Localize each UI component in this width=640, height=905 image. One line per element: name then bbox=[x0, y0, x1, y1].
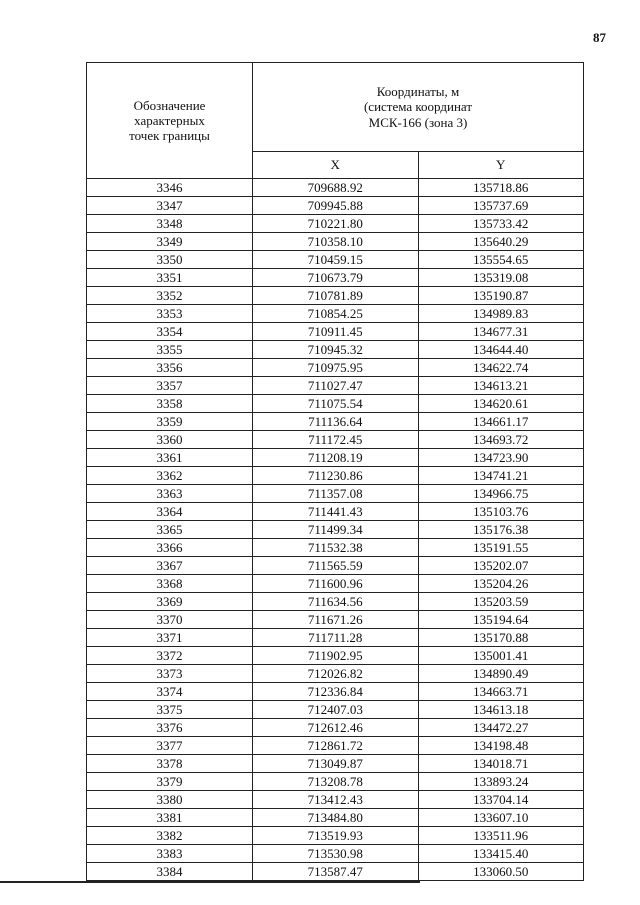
table-row bbox=[87, 215, 584, 233]
y-coordinate-cell: 134198.48 bbox=[418, 737, 584, 755]
x-coordinate-cell: 711600.96 bbox=[253, 575, 419, 593]
point-id-cell: 3369 bbox=[87, 593, 253, 611]
y-coordinate-cell: 135194.64 bbox=[418, 611, 584, 629]
table-row bbox=[87, 809, 584, 827]
point-id-cell: 3384 bbox=[87, 863, 253, 881]
x-coordinate-cell: 709945.88 bbox=[253, 197, 419, 215]
x-coordinate-cell: 713519.93 bbox=[253, 827, 419, 845]
point-id-cell: 3355 bbox=[87, 341, 253, 359]
point-id-cell: 3352 bbox=[87, 287, 253, 305]
y-coordinate-cell: 134018.71 bbox=[418, 755, 584, 773]
point-id-cell: 3383 bbox=[87, 845, 253, 863]
x-coordinate-cell: 710673.79 bbox=[253, 269, 419, 287]
y-coordinate-cell: 134644.40 bbox=[418, 341, 584, 359]
y-coordinate-cell: 133704.14 bbox=[418, 791, 584, 809]
table-header bbox=[87, 63, 584, 179]
table-row bbox=[87, 287, 584, 305]
y-coordinate-cell: 134622.74 bbox=[418, 359, 584, 377]
x-coordinate-cell: 713484.80 bbox=[253, 809, 419, 827]
table-row bbox=[87, 737, 584, 755]
point-id-cell: 3368 bbox=[87, 575, 253, 593]
y-coordinate-cell: 135640.29 bbox=[418, 233, 584, 251]
y-coordinate-cell: 134677.31 bbox=[418, 323, 584, 341]
point-id-cell: 3372 bbox=[87, 647, 253, 665]
x-coordinate-cell: 711634.56 bbox=[253, 593, 419, 611]
y-coordinate-cell: 135737.69 bbox=[418, 197, 584, 215]
x-coordinate-cell: 712861.72 bbox=[253, 737, 419, 755]
point-id-cell: 3354 bbox=[87, 323, 253, 341]
table-row bbox=[87, 269, 584, 287]
x-coordinate-cell: 709688.92 bbox=[253, 179, 419, 197]
y-coordinate-cell: 135204.26 bbox=[418, 575, 584, 593]
x-coordinate-cell: 713208.78 bbox=[253, 773, 419, 791]
table-row bbox=[87, 593, 584, 611]
point-id-cell: 3346 bbox=[87, 179, 253, 197]
point-id-cell: 3370 bbox=[87, 611, 253, 629]
x-coordinate-cell: 711027.47 bbox=[253, 377, 419, 395]
table-row bbox=[87, 467, 584, 485]
x-coordinate-cell: 712612.46 bbox=[253, 719, 419, 737]
x-coordinate-cell: 710975.95 bbox=[253, 359, 419, 377]
point-id-cell: 3350 bbox=[87, 251, 253, 269]
x-coordinate-cell: 710459.15 bbox=[253, 251, 419, 269]
x-coordinate-cell: 711075.54 bbox=[253, 395, 419, 413]
y-coordinate-cell: 134472.27 bbox=[418, 719, 584, 737]
table-row bbox=[87, 845, 584, 863]
table-row bbox=[87, 449, 584, 467]
point-id-cell: 3347 bbox=[87, 197, 253, 215]
point-id-cell: 3375 bbox=[87, 701, 253, 719]
x-coordinate-cell: 710221.80 bbox=[253, 215, 419, 233]
y-coordinate-cell: 135554.65 bbox=[418, 251, 584, 269]
table-row bbox=[87, 539, 584, 557]
y-coordinate-cell: 135103.76 bbox=[418, 503, 584, 521]
table-row bbox=[87, 377, 584, 395]
point-id-cell: 3365 bbox=[87, 521, 253, 539]
x-coordinate-cell: 711499.34 bbox=[253, 521, 419, 539]
point-id-cell: 3364 bbox=[87, 503, 253, 521]
y-coordinate-cell: 135190.87 bbox=[418, 287, 584, 305]
y-coordinate-cell: 134620.61 bbox=[418, 395, 584, 413]
y-coordinate-cell: 134661.17 bbox=[418, 413, 584, 431]
point-id-cell: 3353 bbox=[87, 305, 253, 323]
y-coordinate-cell: 133607.10 bbox=[418, 809, 584, 827]
x-coordinate-cell: 710358.10 bbox=[253, 233, 419, 251]
point-id-cell: 3348 bbox=[87, 215, 253, 233]
y-coordinate-cell: 135319.08 bbox=[418, 269, 584, 287]
y-coordinate-cell: 134693.72 bbox=[418, 431, 584, 449]
point-id-cell: 3362 bbox=[87, 467, 253, 485]
point-id-cell: 3376 bbox=[87, 719, 253, 737]
y-coordinate-cell: 135191.55 bbox=[418, 539, 584, 557]
header-coords-line: Координаты, м bbox=[376, 83, 460, 99]
x-coordinate-cell: 711711.28 bbox=[253, 629, 419, 647]
x-coordinate-cell: 713412.43 bbox=[253, 791, 419, 809]
table-row bbox=[87, 755, 584, 773]
table-row bbox=[87, 557, 584, 575]
coordinates-table bbox=[86, 62, 584, 881]
table-row bbox=[87, 521, 584, 539]
table-row bbox=[87, 863, 584, 881]
y-coordinate-cell: 134613.21 bbox=[418, 377, 584, 395]
x-coordinate-cell: 713587.47 bbox=[253, 863, 419, 881]
table-row bbox=[87, 359, 584, 377]
y-coordinate-cell: 134989.83 bbox=[418, 305, 584, 323]
y-coordinate-cell: 135733.42 bbox=[418, 215, 584, 233]
x-coordinate-cell: 712336.84 bbox=[253, 683, 419, 701]
x-coordinate-cell: 711565.59 bbox=[253, 557, 419, 575]
point-id-cell: 3374 bbox=[87, 683, 253, 701]
point-id-cell: 3373 bbox=[87, 665, 253, 683]
table-row bbox=[87, 611, 584, 629]
table-row bbox=[87, 431, 584, 449]
table-row bbox=[87, 791, 584, 809]
x-coordinate-cell: 713530.98 bbox=[253, 845, 419, 863]
y-coordinate-cell: 135202.07 bbox=[418, 557, 584, 575]
point-id-cell: 3381 bbox=[87, 809, 253, 827]
table-row bbox=[87, 485, 584, 503]
x-coordinate-cell: 712407.03 bbox=[253, 701, 419, 719]
table-row bbox=[87, 683, 584, 701]
table-row bbox=[87, 233, 584, 251]
point-id-cell: 3351 bbox=[87, 269, 253, 287]
header-point-line: характерных bbox=[134, 112, 205, 128]
y-coordinate-cell: 135203.59 bbox=[418, 593, 584, 611]
x-coordinate-cell: 710854.25 bbox=[253, 305, 419, 323]
point-id-cell: 3379 bbox=[87, 773, 253, 791]
x-coordinate-cell: 711172.45 bbox=[253, 431, 419, 449]
table-row bbox=[87, 251, 584, 269]
y-coordinate-cell: 134890.49 bbox=[418, 665, 584, 683]
point-id-cell: 3358 bbox=[87, 395, 253, 413]
table-row bbox=[87, 575, 584, 593]
header-row bbox=[87, 63, 584, 152]
point-id-cell: 3360 bbox=[87, 431, 253, 449]
y-coordinate-cell: 134741.21 bbox=[418, 467, 584, 485]
table-row bbox=[87, 305, 584, 323]
table-row bbox=[87, 395, 584, 413]
x-coordinate-cell: 711230.86 bbox=[253, 467, 419, 485]
table-row bbox=[87, 719, 584, 737]
table-row bbox=[87, 647, 584, 665]
header-point-line: Обозначение bbox=[133, 97, 206, 113]
point-id-cell: 3359 bbox=[87, 413, 253, 431]
point-id-cell: 3382 bbox=[87, 827, 253, 845]
point-id-cell: 3363 bbox=[87, 485, 253, 503]
header-x: X bbox=[253, 151, 419, 178]
x-coordinate-cell: 710911.45 bbox=[253, 323, 419, 341]
y-coordinate-cell: 135001.41 bbox=[418, 647, 584, 665]
footer-rule bbox=[0, 881, 420, 883]
y-coordinate-cell: 133060.50 bbox=[418, 863, 584, 881]
x-coordinate-cell: 711532.38 bbox=[253, 539, 419, 557]
point-id-cell: 3371 bbox=[87, 629, 253, 647]
header-y: Y bbox=[418, 151, 584, 178]
table-row bbox=[87, 773, 584, 791]
table-row bbox=[87, 341, 584, 359]
x-coordinate-cell: 711671.26 bbox=[253, 611, 419, 629]
y-coordinate-cell: 134966.75 bbox=[418, 485, 584, 503]
y-coordinate-cell: 135176.38 bbox=[418, 521, 584, 539]
x-coordinate-cell: 713049.87 bbox=[253, 755, 419, 773]
table-row bbox=[87, 323, 584, 341]
point-id-cell: 3366 bbox=[87, 539, 253, 557]
y-coordinate-cell: 134663.71 bbox=[418, 683, 584, 701]
point-id-cell: 3361 bbox=[87, 449, 253, 467]
y-coordinate-cell: 134613.18 bbox=[418, 701, 584, 719]
y-coordinate-cell: 134723.90 bbox=[418, 449, 584, 467]
table-row bbox=[87, 197, 584, 215]
x-coordinate-cell: 711136.64 bbox=[253, 413, 419, 431]
x-coordinate-cell: 711357.08 bbox=[253, 485, 419, 503]
table-row bbox=[87, 179, 584, 197]
y-coordinate-cell: 135718.86 bbox=[418, 179, 584, 197]
table-row bbox=[87, 827, 584, 845]
table-row bbox=[87, 629, 584, 647]
x-coordinate-cell: 711441.43 bbox=[253, 503, 419, 521]
x-coordinate-cell: 712026.82 bbox=[253, 665, 419, 683]
y-coordinate-cell: 133415.40 bbox=[418, 845, 584, 863]
x-coordinate-cell: 710945.32 bbox=[253, 341, 419, 359]
table-row bbox=[87, 503, 584, 521]
header-coords-line: МСК-166 (зона 3) bbox=[368, 114, 468, 130]
point-id-cell: 3367 bbox=[87, 557, 253, 575]
x-coordinate-cell: 710781.89 bbox=[253, 287, 419, 305]
header-coords-line: (система координат bbox=[363, 99, 473, 115]
y-coordinate-cell: 135170.88 bbox=[418, 629, 584, 647]
point-id-cell: 3380 bbox=[87, 791, 253, 809]
page-number: 87 bbox=[593, 30, 606, 45]
header-coordinates bbox=[253, 63, 584, 152]
x-coordinate-cell: 711208.19 bbox=[253, 449, 419, 467]
y-coordinate-cell: 133893.24 bbox=[418, 773, 584, 791]
x-coordinate-cell: 711902.95 bbox=[253, 647, 419, 665]
header-point-line: точек границы bbox=[129, 128, 210, 144]
point-id-cell: 3357 bbox=[87, 377, 253, 395]
table-row bbox=[87, 701, 584, 719]
point-id-cell: 3356 bbox=[87, 359, 253, 377]
table-row bbox=[87, 665, 584, 683]
header-point-designation bbox=[87, 63, 253, 179]
y-coordinate-cell: 133511.96 bbox=[418, 827, 584, 845]
point-id-cell: 3377 bbox=[87, 737, 253, 755]
table-row bbox=[87, 413, 584, 431]
table-body bbox=[87, 179, 584, 881]
point-id-cell: 3349 bbox=[87, 233, 253, 251]
point-id-cell: 3378 bbox=[87, 755, 253, 773]
